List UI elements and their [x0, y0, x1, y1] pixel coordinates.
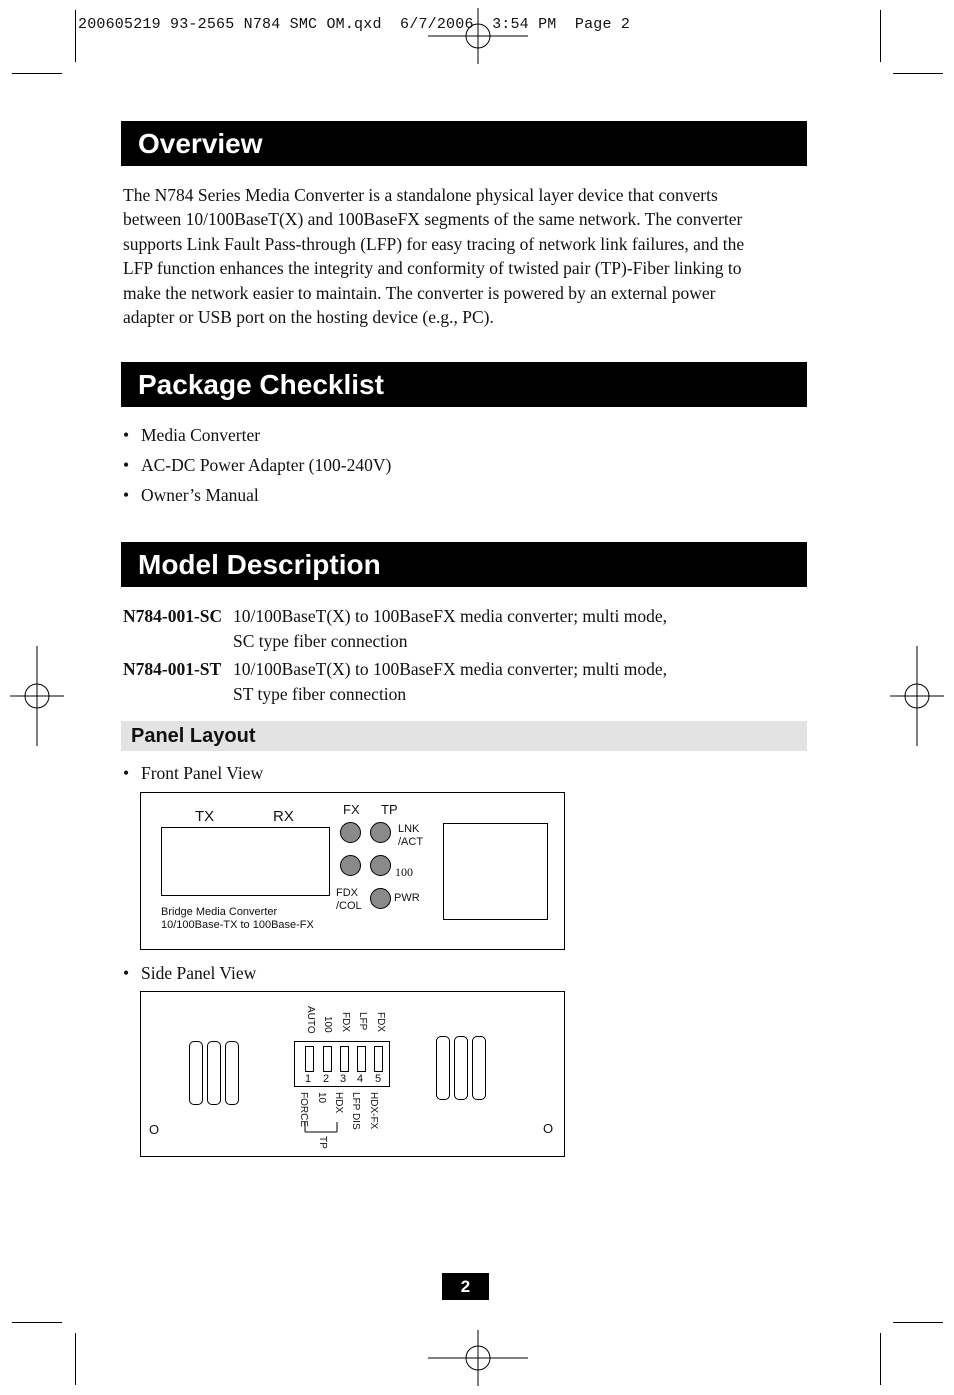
led-tp-100-icon	[370, 855, 391, 876]
page-number: 2	[442, 1273, 489, 1300]
led-fx-fdx-icon	[340, 855, 361, 876]
vent-slot	[189, 1041, 203, 1105]
dip-switch-5[interactable]	[374, 1046, 383, 1072]
dip-switch-4[interactable]	[357, 1046, 366, 1072]
speed-label: 100	[395, 865, 413, 879]
front-panel-label: • Front Panel View	[123, 763, 264, 783]
panel-caption-1: Bridge Media Converter	[161, 906, 278, 918]
registration-mark-right	[890, 646, 944, 746]
screw-left: O	[149, 1122, 160, 1137]
front-panel-diagram	[140, 792, 565, 950]
tp-group-label: TP	[317, 1136, 328, 1149]
dip-number-4: 4	[357, 1073, 364, 1085]
tp-bracket	[301, 1122, 341, 1136]
rj45-port	[443, 823, 548, 920]
registration-mark-left	[10, 646, 64, 746]
vent-slot	[472, 1036, 486, 1100]
dip-top-label-3: FDX	[340, 1012, 351, 1032]
overview-heading: Overview	[121, 121, 807, 166]
vent-slot	[225, 1041, 239, 1105]
vent-slot	[207, 1041, 221, 1105]
print-slug: 200605219 93-2565 N784 SMC OM.qxd 6/7/2006 3:54 PM Page 2	[78, 16, 631, 33]
led-tp-link-icon	[370, 822, 391, 843]
dip-bottom-label-2: 10	[316, 1092, 327, 1104]
dip-top-label-5: FDX	[375, 1012, 386, 1032]
dip-switch-block	[294, 1041, 390, 1087]
led-pwr-icon	[370, 888, 391, 909]
checklist-heading: Package Checklist	[121, 362, 807, 407]
registration-mark-top	[428, 8, 528, 64]
registration-mark-bottom	[428, 1330, 528, 1386]
pwr-label: PWR	[394, 892, 420, 904]
dip-top-label-4: LFP	[357, 1012, 368, 1031]
dip-bottom-label-3: HDX	[333, 1092, 344, 1114]
panel-caption-2: 10/100Base-TX to 100Base-FX	[161, 919, 314, 931]
dip-switch-1[interactable]	[305, 1046, 314, 1072]
dip-number-5: 5	[375, 1073, 382, 1085]
dip-top-label-1: AUTO	[305, 1006, 316, 1034]
rx-label: RX	[273, 808, 294, 825]
vent-slot	[436, 1036, 450, 1100]
vent-slot	[454, 1036, 468, 1100]
list-item: • AC-DC Power Adapter (100-240V)	[123, 455, 392, 475]
model-entry-sc: N784-001-SC 10/100BaseT(X) to 100BaseFX media converter; multi mode, SC type fiber connection	[123, 606, 668, 651]
dip-number-1: 1	[305, 1073, 312, 1085]
act-label: /ACT	[398, 836, 424, 848]
led-fx-link-icon	[340, 822, 361, 843]
fdx-label: FDX	[336, 887, 358, 899]
dip-bottom-label-4: LFP DIS	[350, 1092, 361, 1130]
panel-layout-heading: Panel Layout	[121, 721, 807, 751]
screw-right: O	[543, 1121, 554, 1136]
dip-top-label-2: 100	[322, 1016, 333, 1033]
model-heading: Model Description	[121, 542, 807, 587]
tp-label: TP	[381, 802, 398, 817]
side-panel-diagram	[140, 991, 565, 1157]
list-item: • Media Converter	[123, 425, 261, 445]
lnk-label: LNK	[398, 823, 420, 835]
overview-paragraph: The N784 Series Media Converter is a standalone physical layer device that converts between 10/100BaseT(X) and 100BaseFX segments of the same network. The converter supports Link Fault Pass-through (LFP) for easy tracing of network link failures, and the LFP function enhances the integrity and conformity of twisted pair (TP)-Fiber linking to make the network easier to maintain. The converter is powered by an external power adapter or USB port on the hosting device (e.g., PC).	[123, 185, 745, 328]
fiber-port	[161, 827, 330, 896]
col-label: /COL	[336, 900, 362, 912]
dip-switch-2[interactable]	[323, 1046, 332, 1072]
model-entry-st: N784-001-ST 10/100BaseT(X) to 100BaseFX media converter; multi mode, ST type fiber connection	[123, 659, 668, 704]
dip-bottom-label-5: HDX-FX	[368, 1092, 379, 1130]
dip-number-2: 2	[323, 1073, 330, 1085]
fx-label: FX	[343, 802, 360, 817]
dip-bottom-label-1: FORCE	[298, 1092, 309, 1127]
tx-label: TX	[195, 808, 215, 825]
dip-number-3: 3	[340, 1073, 347, 1085]
list-item: • Owner’s Manual	[123, 485, 259, 505]
side-panel-label: • Side Panel View	[123, 963, 257, 983]
dip-switch-3[interactable]	[340, 1046, 349, 1072]
